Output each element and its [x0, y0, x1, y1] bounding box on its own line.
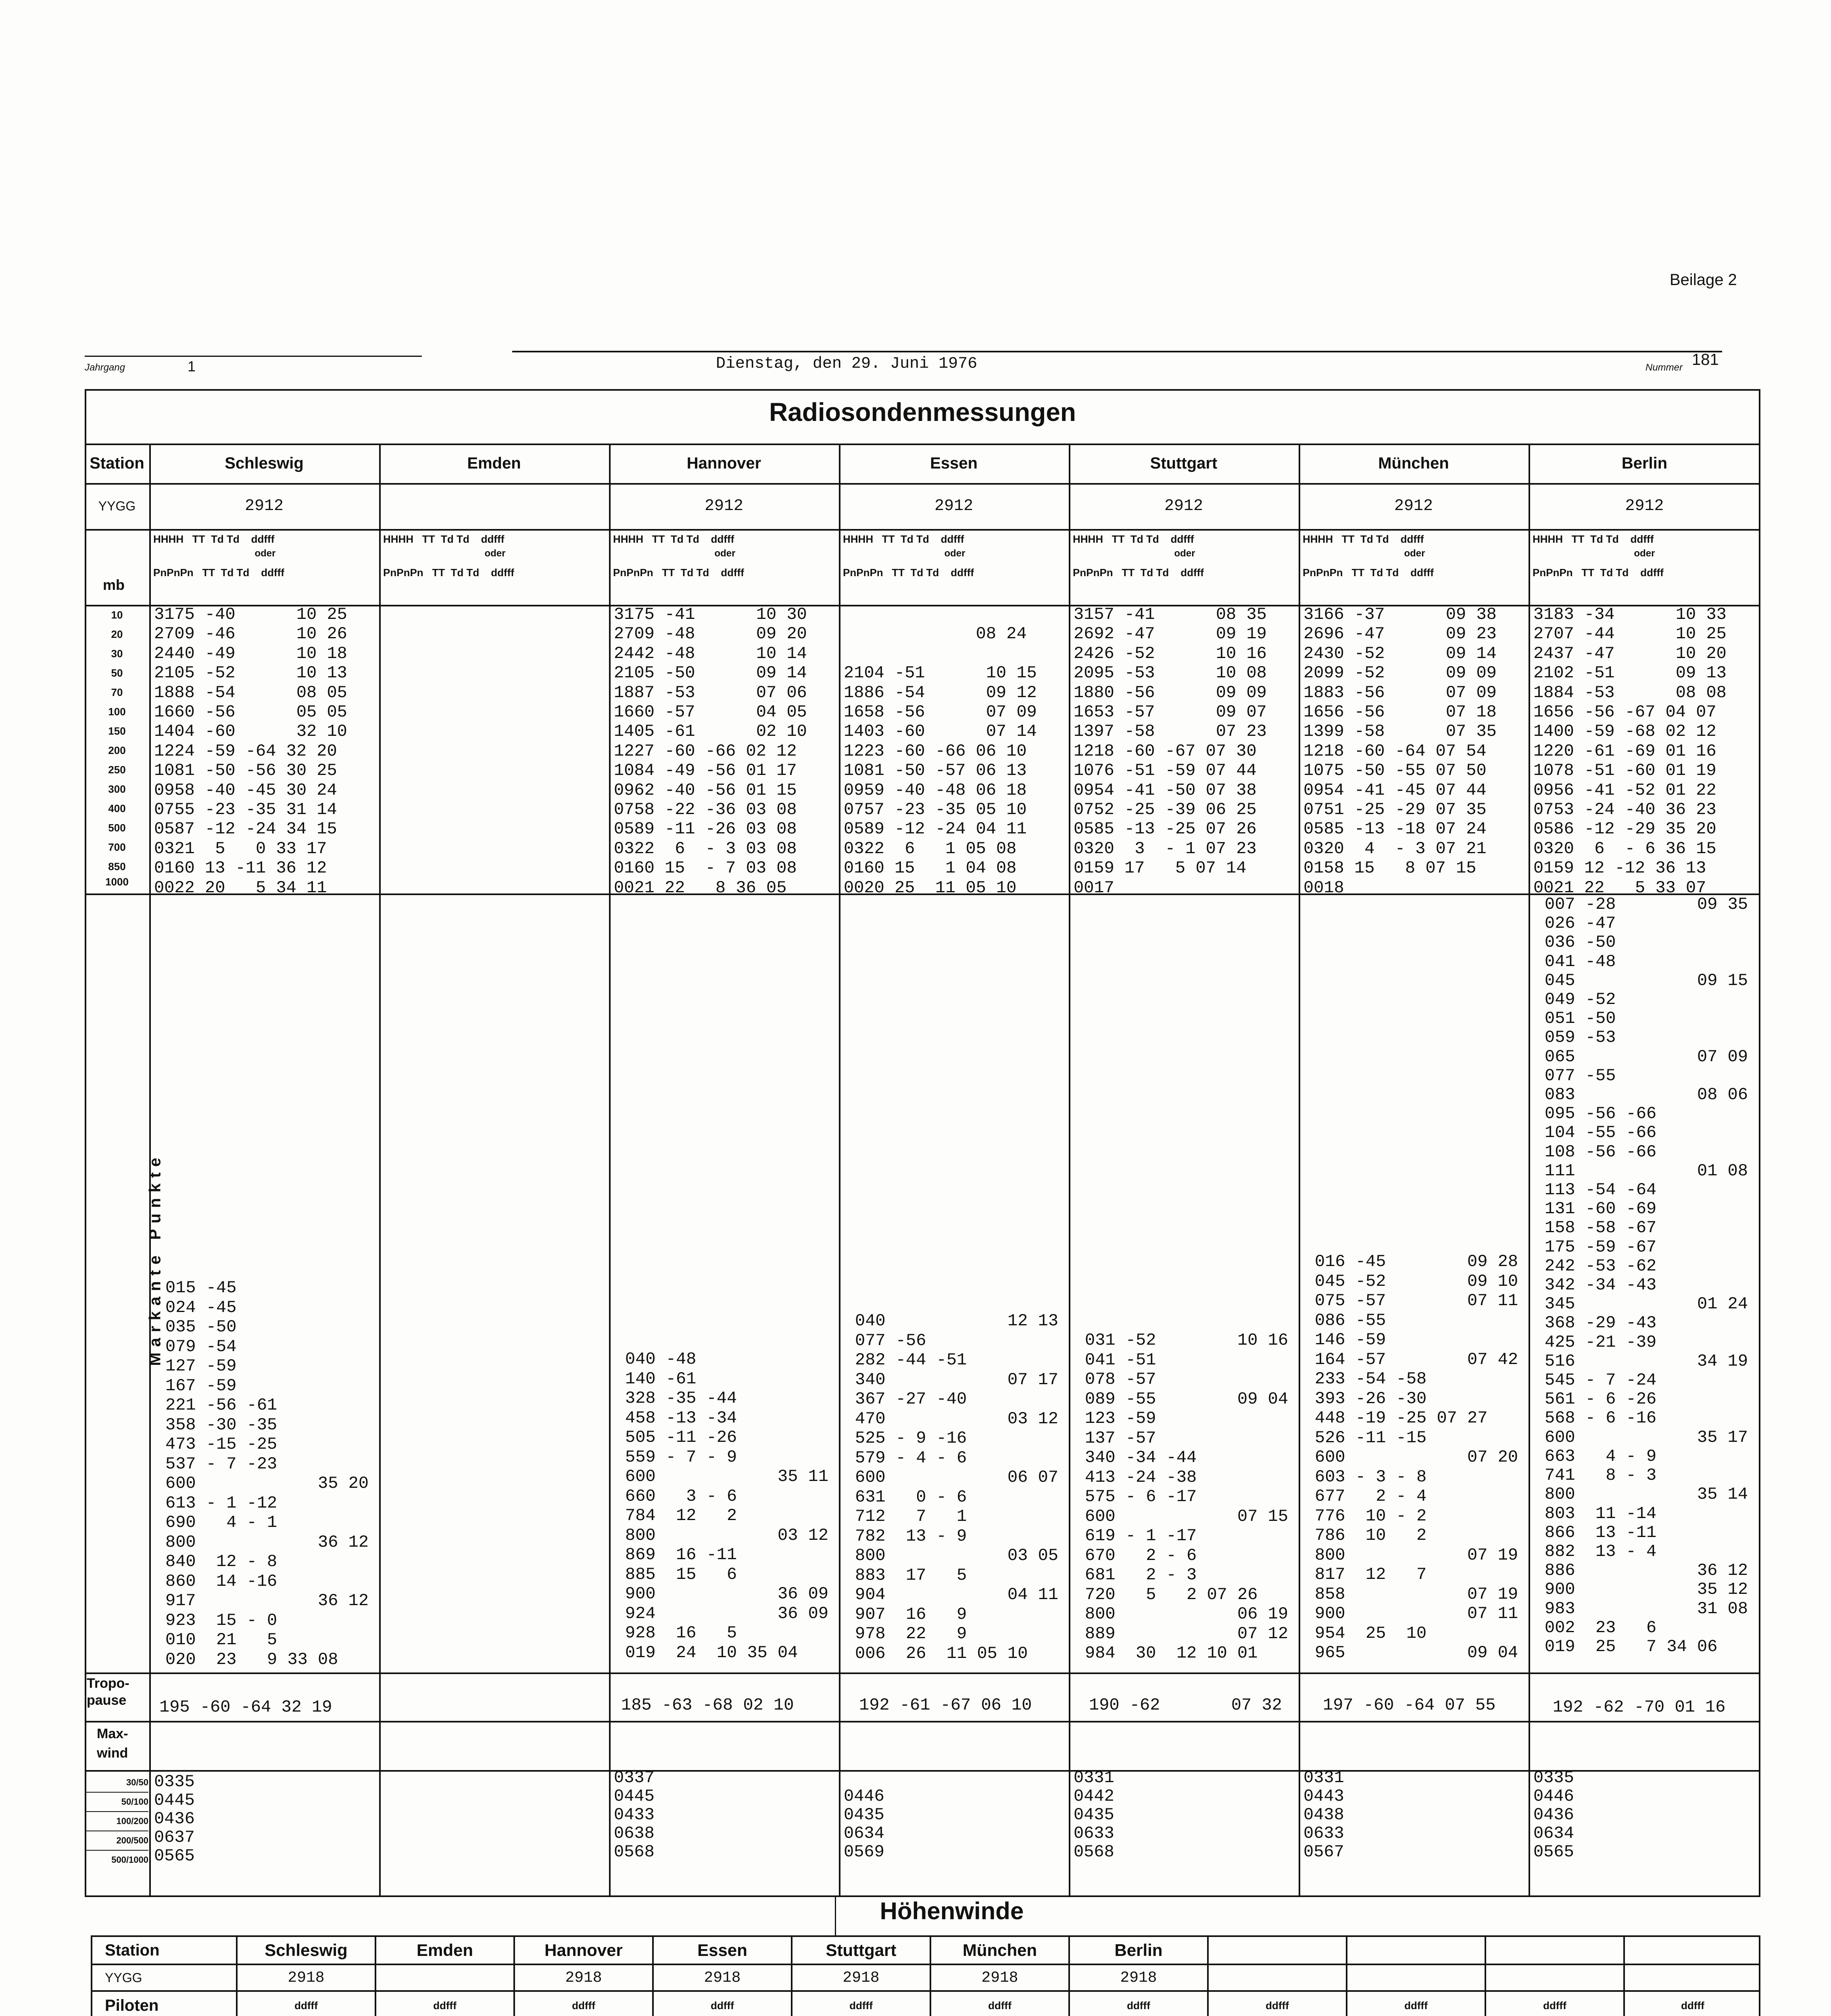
- hw-piloten-label: Piloten: [105, 1996, 159, 2014]
- hw-station: Berlin: [1114, 1941, 1163, 1960]
- hw-yygg: 2918: [704, 1969, 741, 1987]
- hw-ddfff-header: ddfff: [433, 1999, 457, 2012]
- maxwind-berlin: 0335 0446 0436 0634 0565: [1533, 1768, 1574, 1862]
- col-header: [1533, 533, 1756, 579]
- mb-level: 50: [111, 667, 123, 679]
- standard-data-stuttgart: 3157 -41 08 35 2692 -47 09 19 2426 -52 10 16 2095 -53 10 08 1880 -56 09 09 1653 -57 09 07 1397 -58 07 23 1218 -60 -67 07 30 1076 -51 -59 07 44 0954 -41 -50 07 38 0752 -25 -39 06 25 0585 -13 -25 07 26 0320 3 - 1 07 23 0159 17 5 07 14 0017: [1074, 605, 1267, 898]
- col-header-top: HHHH TT Td Td ddfff: [1533, 533, 1654, 545]
- maxwind-layer: 50/100: [86, 1793, 148, 1812]
- hw-ddfff-header: ddfff: [1404, 1999, 1428, 2012]
- col-header: [843, 533, 1067, 579]
- maxwind-hannover: 0337 0445 0433 0638 0568: [614, 1768, 655, 1862]
- hw-yygg: 2918: [981, 1969, 1018, 1987]
- hw-ddfff-header: ddfff: [294, 1999, 318, 2012]
- col-header: [613, 533, 837, 579]
- station-hannover: Hannover: [686, 454, 761, 472]
- mb-level: 10: [111, 609, 123, 621]
- hw-yygg: 2918: [1120, 1969, 1157, 1987]
- radiosonde-title: Radiosondenmessungen: [769, 398, 1076, 427]
- col-header: [383, 533, 607, 579]
- col-header-mid: oder: [944, 548, 966, 559]
- hw-yygg: 2918: [565, 1969, 602, 1987]
- col-header-mid: oder: [1404, 548, 1425, 559]
- col-header-top: HHHH TT Td Td ddfff: [1073, 533, 1194, 545]
- hw-ddfff-header: ddfff: [1681, 1999, 1704, 2012]
- maxwind-layer-labels: [86, 1773, 148, 1869]
- rule: [85, 1770, 1760, 1772]
- hw-ddfff-header: ddfff: [849, 1999, 873, 2012]
- marked-data-berlin: 007 -28 09 35 026 -47 036 -50 041 -48 045 09 15 049 -52 051 -50 059 -53 065 07 09 077 -55 083 08 06 095 -56 -66 104 -55 -66 108 -56 -66 111 01 08 113 -54 -64 131 -60 -69 158 -58 -67 175 -59 -67 242 -53 -62 342 -34 -43 345 01 24 368 -29 -43 425 -21 -39 516 34 19 545 - 7 -24 561 - 6 -26 568 - 6 -16 600 35 17 663 4 - 9 741 8 - 3 800 35 14 803 11 -14 866 13 -11 882 13 - 4 886 36 12 900 35 12 983 31 08 002 23 6 019 25 7 34 06: [1545, 895, 1748, 1656]
- standard-data-schleswig: 3175 -40 10 25 2709 -46 10 26 2440 -49 10 18 2105 -52 10 13 1888 -54 08 05 1660 -56 05 05 1404 -60 32 10 1224 -59 -64 32 20 1081 -50 -56 30 25 0958 -40 -45 30 24 0755 -23 -35 31 14 0587 -12 -24 34 15 0321 5 0 33 17 0160 13 -11 36 12 0022 20 5 34 11: [154, 605, 347, 898]
- tropopause-berlin: 192 -62 -70 01 16: [1553, 1697, 1726, 1717]
- hw-station: Hannover: [544, 1941, 623, 1960]
- tropopause-muenchen: 197 -60 -64 07 55: [1323, 1695, 1496, 1715]
- jahrgang-value: 1: [188, 358, 196, 375]
- col-header-bot: PnPnPn TT Td Td ddfff: [613, 566, 744, 579]
- station-stuttgart: Stuttgart: [1150, 454, 1218, 472]
- yygg-value: 2912: [934, 497, 973, 515]
- hw-ddfff-header: ddfff: [1266, 1999, 1289, 2012]
- rule: [85, 1721, 1760, 1722]
- rule: [839, 444, 840, 1897]
- hw-station: München: [962, 1941, 1037, 1960]
- nummer-label: Nummer: [1645, 362, 1683, 373]
- hw-station: Emden: [416, 1941, 473, 1960]
- col-header-bot: PnPnPn TT Td Td ddfff: [1533, 566, 1664, 579]
- col-header-bot: PnPnPn TT Td Td ddfff: [383, 566, 514, 579]
- mb-level: 850: [108, 860, 126, 873]
- maxwind-label: Max- wind: [97, 1726, 128, 1761]
- col-header-mid: oder: [254, 548, 276, 559]
- station-essen: Essen: [930, 454, 978, 472]
- hw-ddfff-header: ddfff: [572, 1999, 595, 2012]
- masthead-rule-left: [85, 356, 422, 357]
- mb-level: 500: [108, 822, 126, 834]
- hw-station: Stuttgart: [826, 1941, 897, 1960]
- mb-level: 20: [111, 628, 123, 640]
- hoehenwinde-title: Höhenwinde: [880, 1897, 1024, 1924]
- maxwind-layer: 30/50: [86, 1773, 148, 1793]
- hw-yygg-label: YYGG: [105, 1970, 142, 1985]
- col-header-bot: PnPnPn TT Td Td ddfff: [153, 566, 284, 579]
- col-header-top: HHHH TT Td Td ddfff: [843, 533, 964, 545]
- col-header: [1073, 533, 1297, 579]
- rule: [609, 444, 611, 1897]
- masthead-rule-right: [512, 351, 1722, 352]
- maxwind-layer: 200/500: [86, 1831, 148, 1851]
- rule: [85, 529, 1760, 531]
- station-berlin: Berlin: [1621, 454, 1668, 472]
- station-label: Station: [90, 454, 144, 472]
- rule: [835, 1897, 836, 1935]
- col-header-bot: PnPnPn TT Td Td ddfff: [843, 566, 974, 579]
- tropopause-essen: 192 -61 -67 06 10: [859, 1695, 1032, 1715]
- tropopause-schleswig: 195 -60 -64 32 19: [159, 1697, 332, 1717]
- mb-level: 150: [108, 725, 126, 737]
- hw-station-label: Station: [105, 1941, 160, 1959]
- col-header-bot: PnPnPn TT Td Td ddfff: [1303, 566, 1434, 579]
- station-emden: Emden: [467, 454, 521, 472]
- col-header-top: HHHH TT Td Td ddfff: [383, 533, 505, 545]
- station-muenchen: München: [1378, 454, 1449, 472]
- tropopause-hannover: 185 -63 -68 02 10: [621, 1695, 794, 1715]
- station-schleswig: Schleswig: [225, 454, 304, 472]
- maxwind-schleswig: 0335 0445 0436 0637 0565: [154, 1772, 195, 1866]
- jahrgang-label: Jahrgang: [85, 362, 125, 373]
- col-header-mid: oder: [484, 548, 506, 559]
- rule: [379, 444, 381, 1897]
- standard-data-muenchen: 3166 -37 09 38 2696 -47 09 23 2430 -52 09 14 2099 -52 09 09 1883 -56 07 09 1656 -56 07 18 1399 -58 07 35 1218 -60 -64 07 54 1075 -50 -55 07 50 0954 -41 -45 07 44 0751 -25 -29 07 35 0585 -13 -18 07 24 0320 4 - 3 07 21 0158 15 8 07 15 0018: [1303, 605, 1497, 898]
- marked-data-schleswig: 015 -45 024 -45 035 -50 079 -54 127 -59 167 -59 221 -56 -61 358 -30 -35 473 -15 -25 537 - 7 -23 600 35 20 613 - 1 -12 690 4 - 1 800 36 12 840 12 - 8 860 14 -16 917 36 12 923 15 - 0 010 21 5 020 23 9 33 08: [165, 1278, 369, 1669]
- maxwind-essen: 0446 0435 0634 0569: [844, 1787, 884, 1862]
- yygg-value: 2912: [1394, 497, 1433, 515]
- yygg-value: 2912: [1164, 497, 1203, 515]
- standard-data-berlin: 3183 -34 10 33 2707 -44 10 25 2437 -47 10 20 2102 -51 09 13 1884 -53 08 08 1656 -56 -67 04 07 1400 -59 -68 02 12 1220 -61 -69 01 16 1078 -51 -60 01 19 0956 -41 -52 01 22 0753 -24 -40 36 23 0586 -12 -29 35 20 0320 6 - 6 36 15 0159 12 -12 36 13 0021 22 5 33 07: [1533, 605, 1727, 898]
- marked-data-muenchen: 016 -45 09 28 045 -52 09 10 075 -57 07 11 086 -55 146 -59 164 -57 07 42 233 -54 -58 393 -26 -30 448 -19 -25 07 27 526 -11 -15 600 07 20 603 - 3 - 8 677 2 - 4 776 10 - 2 786 10 2 800 07 19 817 12 7 858 07 19 900 07 11 954 25 10 965 09 04: [1315, 1252, 1518, 1662]
- rule: [1299, 444, 1300, 1897]
- mb-level: 400: [108, 802, 126, 814]
- mb-level: 30: [111, 648, 123, 660]
- beilage-label: Beilage 2: [1670, 271, 1737, 289]
- mb-level: 250: [108, 764, 126, 776]
- yygg-label: YYGG: [98, 498, 136, 513]
- marked-data-essen: 040 12 13 077 -56 282 -44 -51 340 07 17 367 -27 -40 470 03 12 525 - 9 -16 579 - 4 - 6 600 06 07 631 0 - 6 712 7 1 782 13 - 9 800 03 05 883 17 5 904 04 11 907 16 9 978 22 9 006 26 11 05 10: [855, 1311, 1059, 1663]
- col-header-mid: oder: [714, 548, 736, 559]
- yygg-value: [379, 483, 609, 529]
- marked-data-stuttgart: 031 -52 10 16 041 -51 078 -57 089 -55 09 04 123 -59 137 -57 340 -34 -44 413 -24 -38 575 - 6 -17 600 07 15 619 - 1 -17 670 2 - 6 681 2 - 3 720 5 2 07 26 800 06 19 889 07 12 984 30 12 10 01: [1085, 1331, 1289, 1663]
- hw-ddfff-header: ddfff: [1127, 1999, 1150, 2012]
- marked-data-hannover: 040 -48 140 -61 328 -35 -44 458 -13 -34 505 -11 -26 559 - 7 - 9 600 35 11 660 3 - 6 784 12 2 800 03 12 869 16 -11 885 15 6 900 36 09 924 36 09 928 16 5 019 24 10 35 04: [625, 1350, 829, 1662]
- standard-data-hannover: 3175 -41 10 30 2709 -48 09 20 2442 -48 10 14 2105 -50 09 14 1887 -53 07 06 1660 -57 04 05 1405 -61 02 10 1227 -60 -66 02 12 1084 -49 -56 01 17 0962 -40 -56 01 15 0758 -22 -36 03 08 0589 -11 -26 03 08 0322 6 - 3 03 08 0160 15 - 7 03 08 0021 22 8 36 05: [614, 605, 807, 898]
- standard-data-essen: 08 24 2104 -51 10 15 1886 -54 09 12 1658 -56 07 09 1403 -60 07 14 1223 -60 -66 06 10 1081 -50 -57 06 13 0959 -40 -48 06 18 0757 -23 -35 05 10 0589 -12 -24 04 11 0322 6 1 05 08 0160 15 1 04 08 0020 25 11 05 10: [844, 624, 1037, 898]
- mb-level: 700: [108, 841, 126, 853]
- yygg-value: 2912: [1625, 497, 1664, 515]
- hw-yygg: 2918: [288, 1969, 325, 1987]
- maxwind-layer: 100/200: [86, 1812, 148, 1831]
- hw-yygg: 2918: [843, 1969, 880, 1987]
- rule: [1529, 444, 1530, 1897]
- mb-level: 1000: [105, 876, 129, 888]
- col-header: [153, 533, 377, 579]
- mb-level: 200: [108, 744, 126, 756]
- hw-ddfff-header: ddfff: [988, 1999, 1011, 2012]
- mb-level: 300: [108, 783, 126, 795]
- rule: [1069, 444, 1070, 1897]
- col-header-mid: oder: [1634, 548, 1655, 559]
- mb-level: 100: [108, 706, 126, 718]
- hw-station: Essen: [697, 1941, 747, 1960]
- col-header-bot: PnPnPn TT Td Td ddfff: [1073, 566, 1204, 579]
- hw-ddfff-header: ddfff: [711, 1999, 734, 2012]
- maxwind-muenchen: 0331 0443 0438 0633 0567: [1303, 1768, 1344, 1862]
- col-header: [1303, 533, 1527, 579]
- yygg-value: 2912: [704, 497, 743, 515]
- mb-level: 70: [111, 686, 123, 698]
- mb-label: mb: [103, 577, 125, 593]
- rule: [85, 1672, 1760, 1674]
- yygg-value: 2912: [244, 497, 284, 515]
- issue-date: Dienstag, den 29. Juni 1976: [716, 355, 978, 373]
- col-header-top: HHHH TT Td Td ddfff: [153, 533, 275, 545]
- tropopause-label: Tropo- pause: [87, 1676, 129, 1708]
- col-header-top: HHHH TT Td Td ddfff: [1303, 533, 1424, 545]
- tropopause-stuttgart: 190 -62 07 32: [1089, 1695, 1282, 1715]
- hw-station: Schleswig: [265, 1941, 348, 1960]
- maxwind-layer: 500/1000: [111, 1855, 148, 1865]
- marked-points-label: Markante Punkte: [146, 1152, 164, 1366]
- hw-ddfff-header: ddfff: [1543, 1999, 1566, 2012]
- col-header-top: HHHH TT Td Td ddfff: [613, 533, 734, 545]
- nummer-value: 181: [1692, 351, 1719, 369]
- maxwind-stuttgart: 0331 0442 0435 0633 0568: [1074, 1768, 1114, 1862]
- col-header-mid: oder: [1174, 548, 1195, 559]
